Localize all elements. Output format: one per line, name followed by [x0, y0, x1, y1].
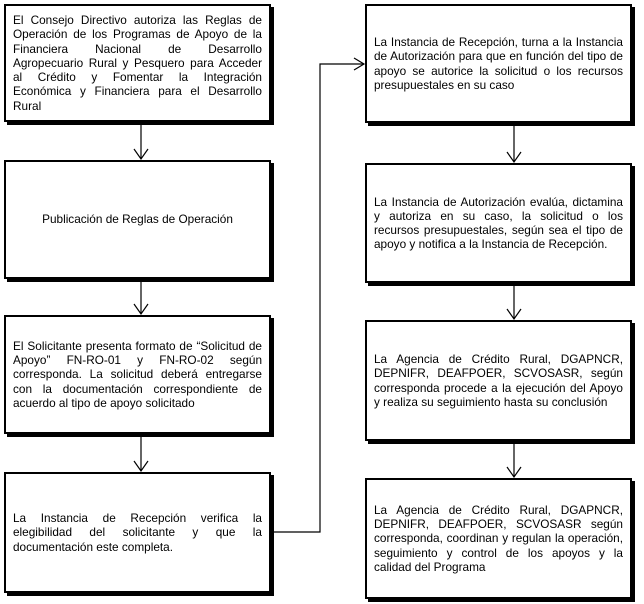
step-text: La Instancia de Recepción verifica la elegibilidad del solicitante y que la documentación este completa. [13, 511, 262, 554]
step-text: El Consejo Directivo autoriza las Reglas de Operación de los Programas de Apoyo de la Financiera Nacional de Desarrollo Agropecuario Rural y Pesquero para Acceder al Crédito y Fomentar la Integración Económica y Financiera para el Desarrollo Rural [13, 13, 262, 113]
step-text: La Instancia de Recepción, turna a la Instancia de Autorización para que en función del tipo de apoyo se autorice la solicitud o los recursos presupuestales en su caso [374, 35, 623, 92]
step-text: Publicación de Reglas de Operación [42, 212, 233, 227]
connector-b4-b5 [274, 64, 364, 532]
step-text: La Agencia de Crédito Rural, DGAPNCR, DEPNIFR, DEAFPOER, SCVOSASR, según corresponda procede a la ejecución del Apoyo y realiza su seguimiento hasta su conclusión [374, 352, 623, 409]
step-text: El Solicitante presenta formato de “Solicitud de Apoyo” FN-RO-01 y FN-RO-02 según corresponda. La solicitud deberá entregarse con la documentación correspondiente de acuerdo al tipo de apoyo solicitado [13, 338, 262, 410]
step-text: La Agencia de Crédito Rural, DGAPNCR, DEPNIFR, DEAFPOER, SCVOSASR según corresponda, coordinan y regulan la operación, seguimiento y control de los apoyos y la calidad del Programa [374, 502, 623, 574]
step-text: La Instancia de Autorización evalúa, dictamina y autoriza en su caso, la solicitud o los recursos presupuestales, según sea el tipo de apoyo y notifica a la Instancia de Recepción. [374, 194, 623, 252]
